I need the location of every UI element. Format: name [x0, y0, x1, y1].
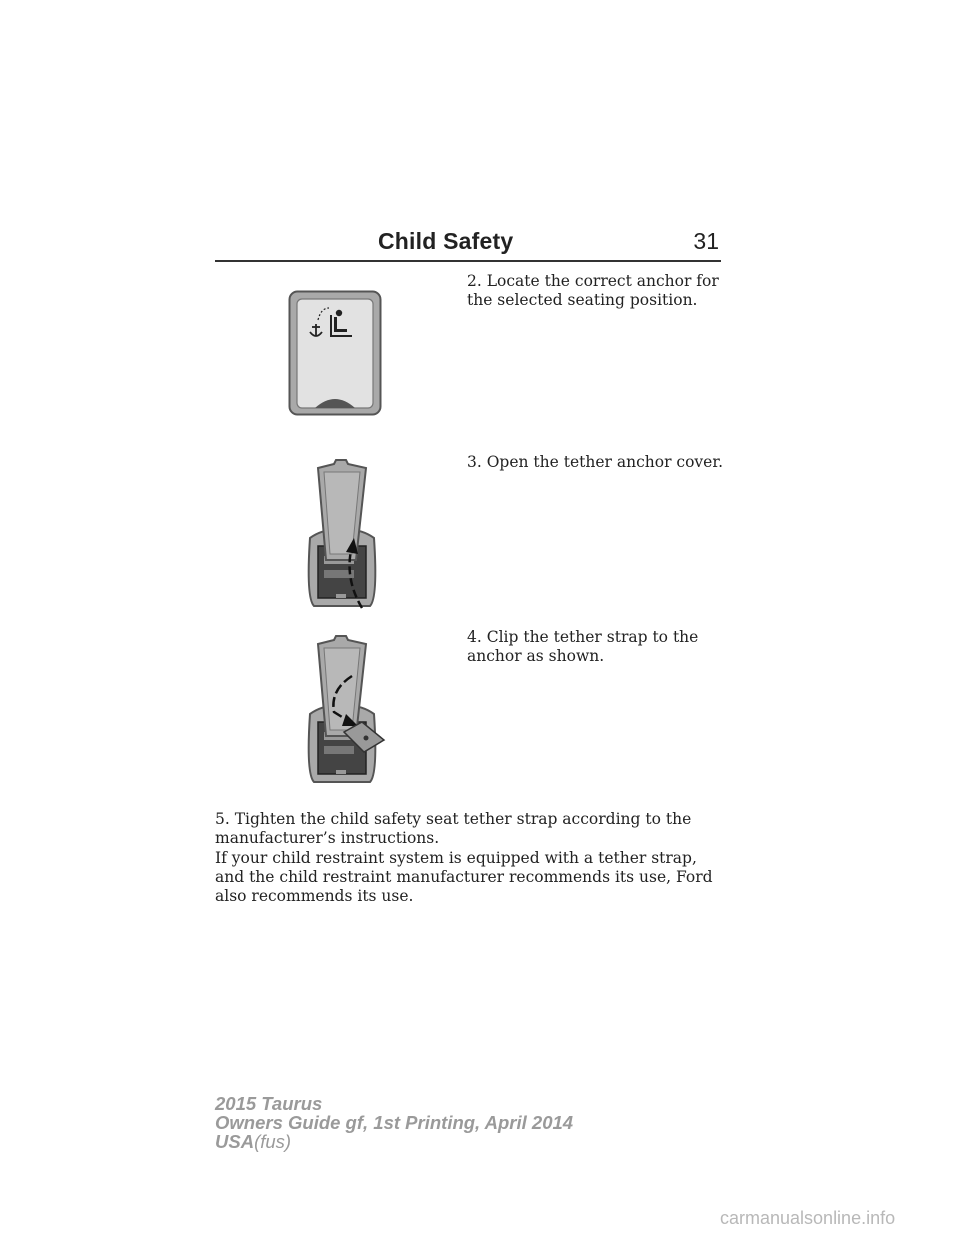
- step-4-text: 4. Clip the tether strap to the anchor as shown.: [467, 628, 699, 665]
- footer-region-suffix: (fus): [254, 1131, 292, 1152]
- watermark: carmanualsonline.info: [720, 1208, 896, 1228]
- header-divider: [215, 260, 721, 262]
- document-footer: [215, 1094, 573, 1151]
- open-cover-icon: [300, 458, 384, 610]
- page-number: 31: [693, 228, 719, 254]
- footer-region-code: USA: [215, 1131, 255, 1152]
- step-2-text: 2. Locate the correct anchor for the selected seating position.: [467, 272, 719, 309]
- page-header: [215, 228, 721, 260]
- section-title: Child Safety: [378, 228, 514, 254]
- footer-model: 2015 Taurus: [215, 1093, 323, 1114]
- step-3-text: 3. Open the tether anchor cover.: [467, 453, 723, 471]
- tether-recommendation-paragraph: If your child restraint system is equipped with a tether strap, and the child restraint manufacturer recommends its use, Ford also recommends its use.: [215, 849, 713, 905]
- clip-strap-icon: [300, 634, 386, 786]
- footer-edition: Owners Guide gf, 1st Printing, April 2014: [215, 1112, 574, 1133]
- anchor-cover-icon: [288, 290, 382, 416]
- footer-region: [215, 1132, 573, 1151]
- step-5-paragraph: 5. Tighten the child safety seat tether strap according to the manufacturer’s instructions.: [215, 810, 692, 847]
